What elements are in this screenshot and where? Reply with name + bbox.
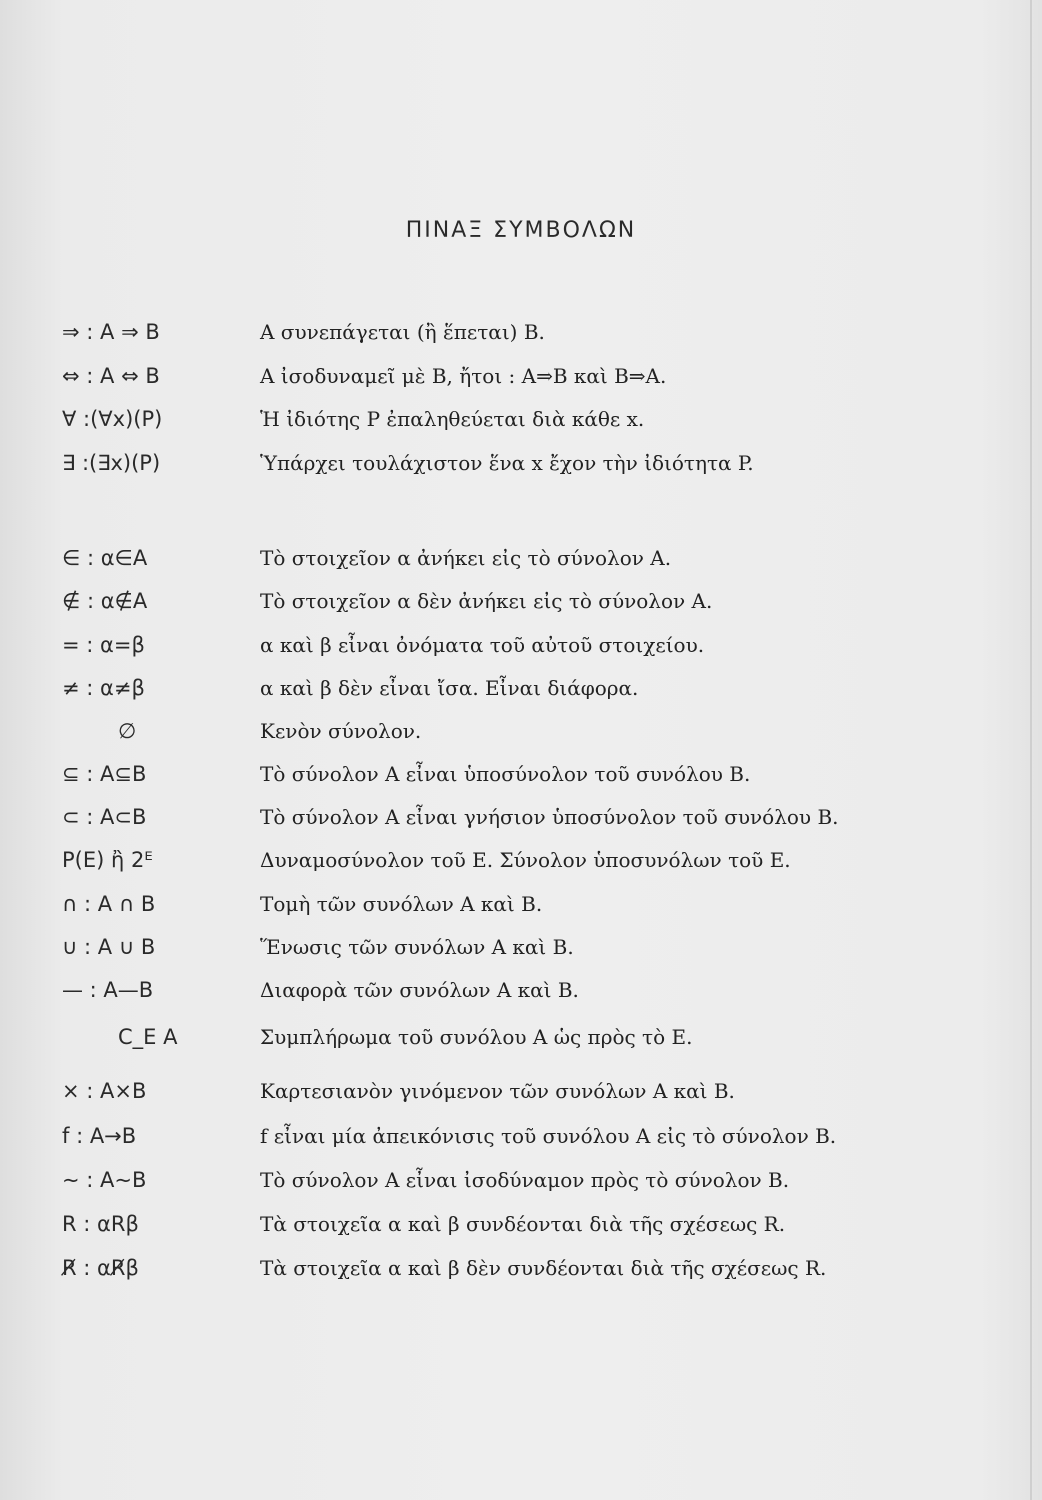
symbol-row bbox=[0, 754, 1042, 794]
description-cell: Τομὴ τῶν συνόλων A καὶ B. bbox=[260, 892, 543, 916]
symbol-cell: ⊂ : A⊂B bbox=[62, 805, 147, 829]
description-cell: A συνεπάγεται (ἢ ἕπεται) B. bbox=[260, 320, 545, 344]
symbol-row bbox=[0, 538, 1042, 578]
symbol-row bbox=[0, 711, 1042, 751]
symbol-row bbox=[0, 1204, 1042, 1244]
description-cell: Καρτεσιανὸν γινόμενον τῶν συνόλων A καὶ B. bbox=[260, 1079, 735, 1103]
description-cell: Τὰ στοιχεῖα α καὶ β συνδέονται διὰ τῆς σχέσεως R. bbox=[260, 1212, 786, 1236]
symbol-cell: P(E) ἢ 2ᴱ bbox=[62, 848, 153, 872]
description-cell: Ἕνωσις τῶν συνόλων A καὶ B. bbox=[260, 935, 574, 959]
symbol-row bbox=[0, 356, 1042, 396]
description-cell: Συμπλήρωμα τοῦ συνόλου A ὡς πρὸς τὸ E. bbox=[260, 1025, 693, 1049]
symbol-row bbox=[0, 840, 1042, 880]
symbol-cell: = : α=β bbox=[62, 633, 145, 657]
symbol-row bbox=[0, 668, 1042, 708]
description-cell: Τὸ σύνολον A εἶναι γνήσιον ὑποσύνολον τοῦ συνόλου B. bbox=[260, 805, 839, 829]
description-cell: Τὰ στοιχεῖα α καὶ β δὲν συνδέονται διὰ τῆς σχέσεως R. bbox=[260, 1256, 827, 1280]
symbol-row bbox=[0, 1071, 1042, 1111]
symbol-cell: f : A→B bbox=[62, 1124, 137, 1148]
description-cell: Ἡ ἰδιότης P ἐπαληθεύεται διὰ κάθε x. bbox=[260, 407, 645, 431]
symbol-cell: — : A—B bbox=[62, 978, 154, 1002]
symbol-row bbox=[0, 1017, 1042, 1057]
symbol-row bbox=[0, 1248, 1042, 1288]
description-cell: Τὸ στοιχεῖον α δὲν ἀνήκει εἰς τὸ σύνολον A. bbox=[260, 589, 713, 613]
description-cell: α καὶ β εἶναι ὀνόματα τοῦ αὐτοῦ στοιχείου. bbox=[260, 633, 705, 657]
symbol-cell: C_E A bbox=[118, 1025, 178, 1049]
symbol-cell: ≠ : α≠β bbox=[62, 676, 145, 700]
symbol-cell: ∅ bbox=[118, 719, 137, 743]
symbol-row bbox=[0, 312, 1042, 352]
symbol-row bbox=[0, 1116, 1042, 1156]
symbol-row bbox=[0, 443, 1042, 483]
symbol-row bbox=[0, 884, 1042, 924]
description-cell: Κενὸν σύνολον. bbox=[260, 719, 422, 743]
description-cell: Δυναμοσύνολον τοῦ E. Σύνολον ὑποσυνόλων τοῦ E. bbox=[260, 848, 791, 872]
description-cell: Ὑπάρχει τουλάχιστον ἕνα x ἔχον τὴν ἰδιότητα P. bbox=[260, 451, 754, 475]
symbol-row bbox=[0, 970, 1042, 1010]
symbol-cell: ∀ :(∀x)(P) bbox=[62, 407, 163, 431]
symbol-cell: ⇔ : A ⇔ B bbox=[62, 364, 160, 388]
page-title: ΠΙΝΑΞ ΣΥΜΒΟΛΩΝ bbox=[405, 218, 637, 243]
symbol-cell: ∼ : A∼B bbox=[62, 1168, 147, 1192]
description-cell: Τὸ στοιχεῖον α ἀνήκει εἰς τὸ σύνολον A. bbox=[260, 546, 672, 570]
symbol-cell: ⊆ : A⊆B bbox=[62, 762, 147, 786]
description-cell: α καὶ β δὲν εἶναι ἴσα. Εἶναι διάφορα. bbox=[260, 676, 639, 700]
symbol-cell: ∪ : A ∪ B bbox=[62, 935, 156, 959]
symbol-cell: ∉ : α∉A bbox=[62, 589, 148, 613]
symbol-row bbox=[0, 625, 1042, 665]
symbol-row bbox=[0, 927, 1042, 967]
description-cell: Τὸ σύνολον A εἶναι ὑποσύνολον τοῦ συνόλου B. bbox=[260, 762, 751, 786]
symbol-cell: ⇒ : A ⇒ B bbox=[62, 320, 160, 344]
symbol-row bbox=[0, 399, 1042, 439]
symbol-cell: × : A×B bbox=[62, 1079, 147, 1103]
description-cell: Τὸ σύνολον A εἶναι ἰσοδύναμον πρὸς τὸ σύνολον B. bbox=[260, 1168, 790, 1192]
symbol-cell: ∃ :(∃x)(P) bbox=[62, 451, 161, 475]
description-cell: f εἶναι μία ἀπεικόνισις τοῦ συνόλου A εἰς τὸ σύνολον B. bbox=[260, 1124, 837, 1148]
description-cell: Διαφορὰ τῶν συνόλων A καὶ B. bbox=[260, 978, 579, 1002]
symbol-cell: ∩ : A ∩ B bbox=[62, 892, 156, 916]
symbol-cell: R̸ : αR̸β bbox=[62, 1256, 139, 1280]
symbol-row bbox=[0, 1160, 1042, 1200]
symbol-row bbox=[0, 797, 1042, 837]
description-cell: A ἰσοδυναμεῖ μὲ B, ἤτοι : A⇒B καὶ B⇒A. bbox=[260, 364, 667, 388]
symbol-cell: R : αRβ bbox=[62, 1212, 139, 1236]
symbol-row bbox=[0, 581, 1042, 621]
symbol-cell: ∈ : α∈A bbox=[62, 546, 148, 570]
